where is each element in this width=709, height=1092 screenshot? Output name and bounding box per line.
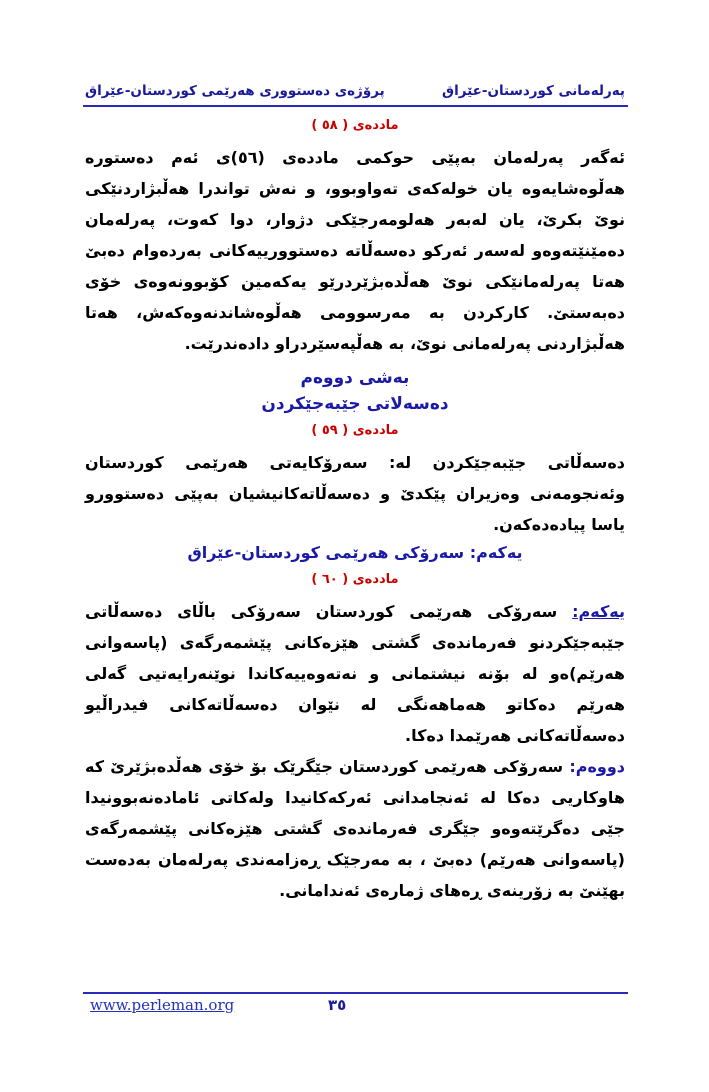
part-two-title: بەشی دووەم: [300, 368, 410, 388]
running-header: [85, 80, 625, 102]
clause-2-text: سەرۆکی هەرێمی کوردستان جێگرێک بۆ خۆی هەڵدەبژێرێ کە هاوکاریی دەکا لە ئەنجامدانی ئەرکەکانیدا ولەکاتی ئامادەنەبوونیدا جێی دەگرێتەوەو جێگری فەرماندەی گشتی هێزەکانی پێشمەرگەی (پاسەوانی هەرێم) دەبێ ، بە مەرجێک ڕەزامەندی پەرلەمان بەدەست بهێنێ بە زۆرینەی ڕەهای ژمارەی ئەندامانی.: [85, 757, 625, 900]
clause-1-label: یەکەم:: [572, 602, 625, 621]
page-footer: [90, 996, 620, 1016]
page-number: ٣٥: [328, 996, 347, 1014]
article-59-text: دەسەڵاتی جێبەجێکردن لە: سەرۆکایەتی هەرێمی کوردستان وئەنجومەنی وەزیران پێکدێ و دەسەڵاتەکانیشیان بەپێی دەستوورو یاسا پیادەدەکەن.: [85, 453, 625, 534]
article-58-text: ئەگەر پەرلەمان بەپێی حوکمی ماددەی (٥٦)ی ئەم دەستورە هەڵوەشایەوە یان خولەکەی تەواوبوو، و نەش تواندرا هەڵبژاردنێکی نوێ بکرێ، یان لەبەر هەلومەرجێکی دژوار، دوا کەوت، پەرلەمان دەمێنێتەوەو لەسەر ئەرکو دەسەڵاتە دەستوورییەکانی بەردەوام دەبێ هەتا پەرلەمانێکی نوێ هەڵدەبژێردرێو یەکەمین کۆبوونەوەی خۆی دەبەستێ. کارکردن بە مەرسوومی هەڵوەشاندنەوەکەش، هەتا هەڵبژاردنی پەرلەمانی نوێ، بە هەڵپەسێردراو دادەندرێت.: [85, 148, 625, 353]
chapter-one-title: یەکەم: سەرۆکی هەرێمی کوردستان-عێراق: [187, 543, 523, 562]
header-divider: [83, 105, 628, 107]
article-60-clause-2: [85, 751, 625, 906]
article-60-heading: ماددەی ( ٦٠ ): [311, 572, 399, 587]
website-link[interactable]: www.perleman.org: [90, 996, 235, 1014]
header-parliament-title: پەرلەمانی کوردستان-عێراق: [442, 83, 625, 99]
article-59-heading: ماددەی ( ٥٩ ): [311, 423, 399, 438]
footer-divider: [83, 992, 628, 994]
header-constitution-title: پرۆژەی دەستووری هەرێمی کوردستان-عێراق: [85, 83, 385, 99]
article-60-clause-1: [85, 596, 625, 751]
article-58-heading: ماددەی ( ٥٨ ): [311, 118, 399, 133]
executive-authority-title: دەسەلاتی جێبەجێکردن: [261, 394, 449, 414]
clause-2-label: دووەم:: [569, 757, 625, 776]
clause-1-text: سەرۆکی هەرێمی کوردستان سەرۆکی باڵای دەسەڵاتی جێبەجێکردنو فەرماندەی گشتی هێزەکانی پێشمەرگەی (پاسەوانی هەرێم)ەو لە بۆنە نیشتمانی و نەتەوەییەکاندا نوێنەرایەتیی گەلی هەرێم دەکاتو هەماهەنگی لە نێوان دەسەڵاتەکانی فیدراڵیو دەسەڵاتەکانی هەرێمدا دەکا.: [85, 602, 625, 745]
page-body: [85, 112, 625, 906]
